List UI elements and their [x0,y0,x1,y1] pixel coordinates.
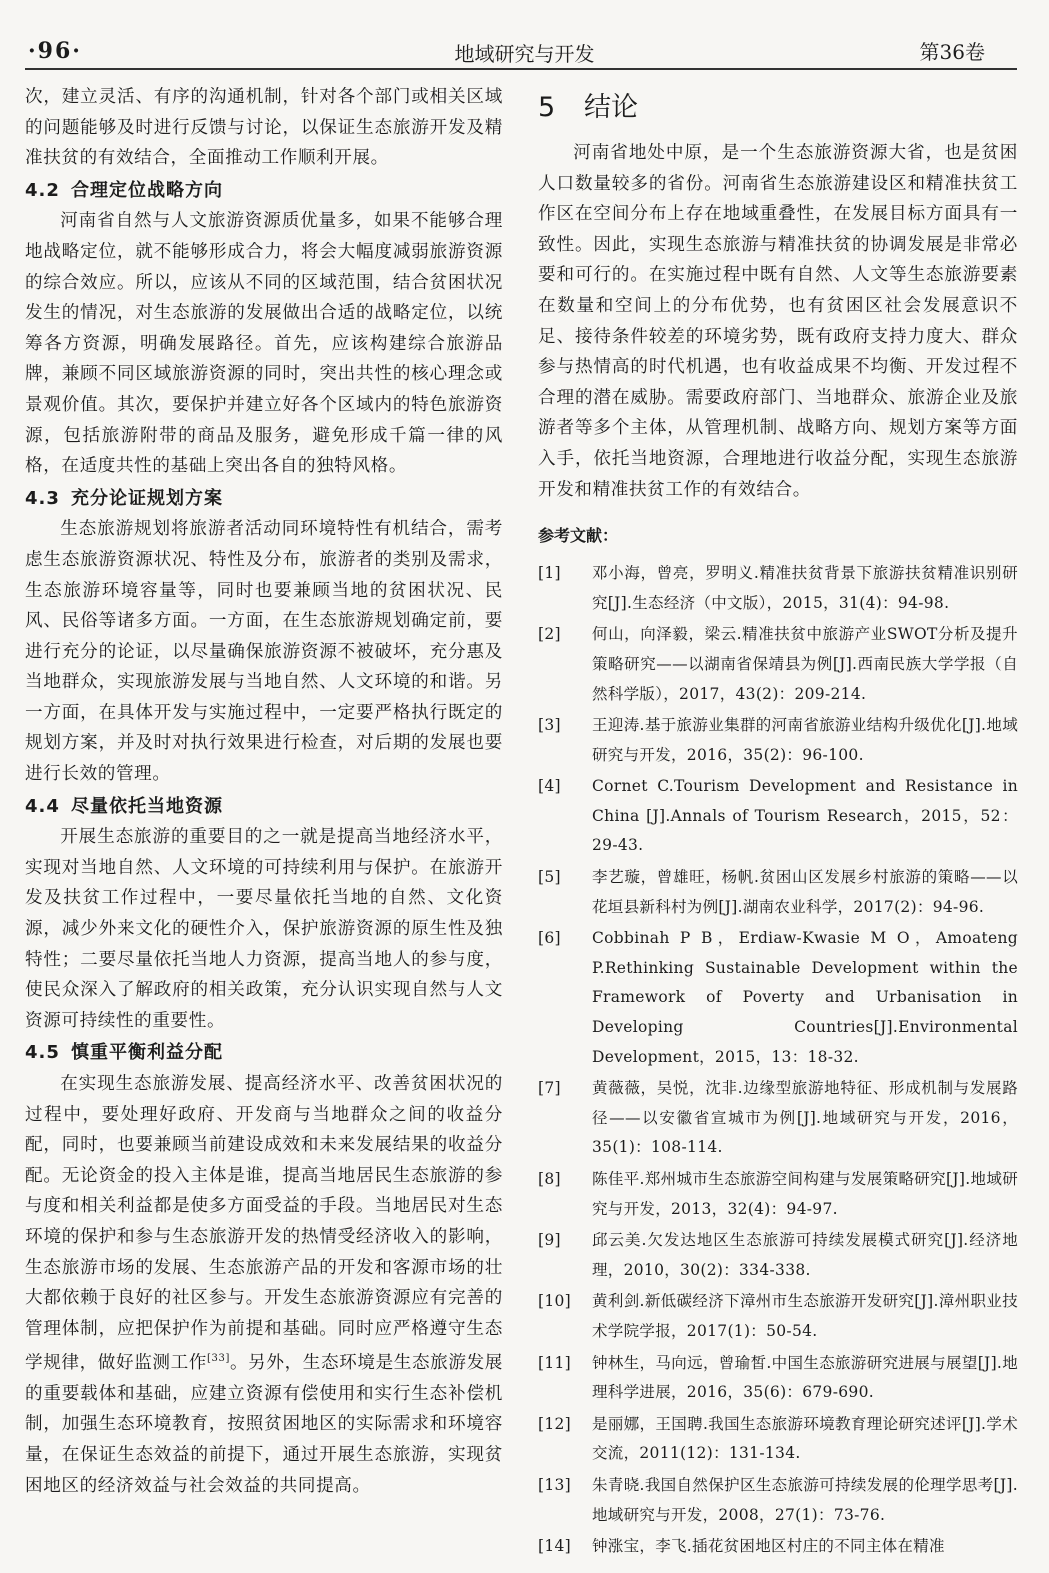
reference-number: [8] [538,1170,561,1188]
section-title: 尽量依托当地资源 [71,795,223,817]
section-heading-4-5 [25,1038,503,1069]
paragraph-text-cont: 。另外，生态环境是生态旅游发展的重要载体和基础，应建立资源有偿使用和实行生态补偿机制，加强生态环境教育，按照贫困地区的实际需求和环境容量，在保证生态效益的前提下，通过开展生态旅游，实现贫困地区的经济效益与社会效益的共同提高。 [25,1353,503,1496]
reference-item [538,863,1018,922]
reference-item [538,711,1018,770]
reference-item [538,1471,1018,1530]
section-heading-4-3 [25,484,503,515]
section-heading-4-4 [25,792,503,823]
section-number: 4.3 [25,487,60,509]
conclusion-paragraph: 河南省地处中原，是一个生态旅游资源大省，也是贫困人口数量较多的省份。河南省生态旅游建设区和精准扶贫工作区在空间分布上存在地域重叠性，在发展目标方面具有一致性。因此，实现生态旅游与精准扶贫的协调发展是非常必要和可行的。在实施过程中既有自然、人文等生态旅游要素在数量和空间上的分布优势，也有贫困区社会发展意识不足、接待条件较差的环境劣势，既有政府支持力度大、群众参与热情高的时代机遇，也有收益成果不均衡、开发过程不合理的潜在威胁。需要政府部门、当地群众、旅游企业及旅游者等多个主体，从管理机制、战略方向、规划方案等方面入手，依托当地资源，合理地进行收益分配，实现生态旅游开发和精准扶贫工作的有效结合。 [538,143,1018,500]
reference-item [538,1410,1018,1469]
reference-text: Cornet C.Tourism Development and Resistance in China [J].Annals of Tourism Research，2015，52：29-43. [592,777,1018,855]
section-number: 4.5 [25,1042,60,1064]
reference-item [538,1226,1018,1285]
reference-item [538,924,1018,1072]
left-column [25,82,503,1501]
paragraph: 开展生态旅游的重要目的之一就是提高当地经济水平，实现对当地自然、人文环境的可持续利用与保护。在旅游开发及扶贫工作过程中，一要尽量依托当地的自然、文化资源，减少外来文化的硬性介入，保护旅游资源的原生性及独特性；二要尽量依托当地人力资源，提高当地人的参与度，使民众深入了解政府的相关政策，充分认识实现自然与人文资源可持续性的重要性。 [25,827,503,1031]
reference-number: [2] [538,625,561,644]
reference-number: [6] [538,929,561,948]
references-heading: 参考文献： [538,526,619,546]
reference-text: 黄薇薇，吴悦，沈非.边缘型旅游地特征、形成机制与发展路径——以安徽省宣城市为例[J].地域研究与开发，2016，35(1)：108-114. [592,1079,1018,1157]
paragraph: 河南省自然与人文旅游资源质优量多，如果不能够合理地战略定位，就不能够形成合力，将会大幅度减弱旅游资源的综合效应。所以，应该从不同的区域范围，结合贫困状况发生的情况，对生态旅游的发展做出合适的战略定位，以统筹各方资源，明确发展路径。首先，应该构建综合旅游品牌，兼顾不同区域旅游资源的同时，突出共性的核心理念或景观价值。其次，要保护并建立好各个区域内的特色旅游资源，包括旅游附带的商品及服务，避免形成千篇一律的风格，在适度共性的基础上突出各自的独特风格。 [25,211,503,477]
reference-item [538,1287,1018,1346]
reference-text: 李艺璇，曾雄旺，杨帆.贫困山区发展乡村旅游的策略——以花垣县新科村为例[J].湖南农业科学，2017(2)：94-96. [592,868,1018,916]
page-header [0,30,1049,70]
reference-text: 钟涨宝，李飞.插花贫困地区村庄的不同主体在精准 [592,1537,945,1556]
reference-item [538,1165,1018,1224]
reference-item [538,1349,1018,1408]
reference-number: [14] [538,1537,572,1556]
section-heading-5 [538,88,1018,128]
reference-text: 是丽娜，王国聘.我国生态旅游环境教育理论研究述评[J].学术交流，2011(12)：131-134. [592,1414,1018,1463]
reference-item [538,1074,1018,1163]
right-column [538,82,1018,1564]
reference-text: 王迎涛.基于旅游业集群的河南省旅游业结构升级优化[J].地域研究与开发，2016，35(2)：96-100. [592,716,1018,764]
reference-item [538,1532,1018,1562]
section-title: 结论 [584,92,638,123]
reference-text: 陈佳平.郑州城市生态旅游空间构建与发展策略研究[J].地域研究与开发，2013，32(4)：94-97. [592,1170,1018,1218]
reference-number: [7] [538,1079,561,1098]
reference-number: [3] [538,716,561,735]
section-number: 4.4 [25,795,60,817]
citation-mark: [33] [207,1353,230,1365]
reference-number: [5] [538,868,561,887]
header-rule [25,68,1017,70]
reference-list [538,559,1018,1562]
section-number: 5 [538,92,556,123]
reference-text: 何山，向泽毅，梁云.精准扶贫中旅游产业SWOT分析及提升策略研究——以湖南省保靖县为例[J].西南民族大学学报（自然科学版），2017，43(2)：209-214. [592,625,1018,703]
reference-text: 朱青晓.我国自然保护区生态旅游可持续发展的伦理学思考[J].地域研究与开发，2008，27(1)：73-76. [592,1475,1018,1524]
reference-text: 邓小海，曾亮，罗明义.精准扶贫背景下旅游扶贫精准识别研究[J].生态经济（中文版），2015，31(4)：94-98. [592,564,1018,612]
section-title: 合理定位战略方向 [71,179,223,201]
reference-text: 黄利剑.新低碳经济下漳州市生态旅游开发研究[J].漳州职业技术学院学报，2017(1)：50-54. [592,1292,1018,1340]
paragraph-continued: 次，建立灵活、有序的沟通机制，针对各个部门或相关区域的问题能够及时进行反馈与讨论，以保证生态旅游开发及精准扶贫的有效结合，全面推动工作顺利开展。 [25,87,503,169]
reference-item [538,772,1018,861]
reference-number: [9] [538,1231,561,1250]
reference-text: 邱云美.欠发达地区生态旅游可持续发展模式研究[J].经济地理，2010，30(2)：334-338. [592,1231,1018,1279]
volume-label: 第36卷 [919,40,985,64]
reference-number: [12] [538,1414,572,1433]
section-title: 慎重平衡利益分配 [71,1042,223,1064]
paragraph: 生态旅游规划将旅游者活动同环境特性有机结合，需考虑生态旅游资源状况、特性及分布，旅游者的类别及需求，生态旅游环境容量等，同时也要兼顾当地的贫困状况、民风、民俗等诸多方面。一方面，在生态旅游规划确定前，要进行充分的论证，以尽量确保旅游资源不被破坏，充分惠及当地群众，实现旅游发展与当地自然、人文环境的和谐。另一方面，在具体开发与实施过程中，一定要严格执行既定的规划方案，并及时对执行效果进行检查，对后期的发展也要进行长效的管理。 [25,519,503,785]
section-heading-4-2 [25,176,503,207]
reference-number: [11] [538,1353,572,1372]
reference-item [538,620,1018,709]
paragraph [25,1069,503,1501]
reference-number: [4] [538,777,561,796]
reference-text: 钟林生，马向远，曾瑜皙.中国生态旅游研究进展与展望[J].地理科学进展，2016，35(6)：679-690. [592,1353,1018,1402]
section-title: 充分论证规划方案 [71,487,223,509]
page-number: ·96· [28,38,82,64]
reference-text: Cobbinah P B，Erdiaw-Kwasie M O，Amoateng P.Rethinking Sustainable Development within the Framework of Poverty and Urbanisation in Developing Countries[J].Environmental Development，2015，13：18-32. [592,929,1018,1066]
reference-item [538,559,1018,618]
reference-number: [10] [538,1292,572,1311]
paragraph-text: 在实现生态旅游发展、提高经济水平、改善贫困状况的过程中，要处理好政府、开发商与当地群众之间的收益分配，同时，也要兼顾当前建设成效和未来发展结果的收益分配。无论资金的投入主体是谁，提高当地居民生态旅游的参与度和相关利益都是使多方面受益的手段。当地居民对生态环境的保护和参与生态旅游开发的热情受经济收入的影响，生态旅游市场的发展、生态旅游产品的开发和客源市场的壮大都依赖于良好的社区参与。开发生态旅游资源应有完善的管理体制，应把保护作为前提和基础。同时应严格遵守生态学规律，做好监测工作 [25,1074,503,1374]
section-number: 4.2 [25,179,60,201]
reference-number: [1] [538,564,561,583]
journal-title: 地域研究与开发 [454,42,595,66]
reference-number: [13] [538,1475,572,1494]
